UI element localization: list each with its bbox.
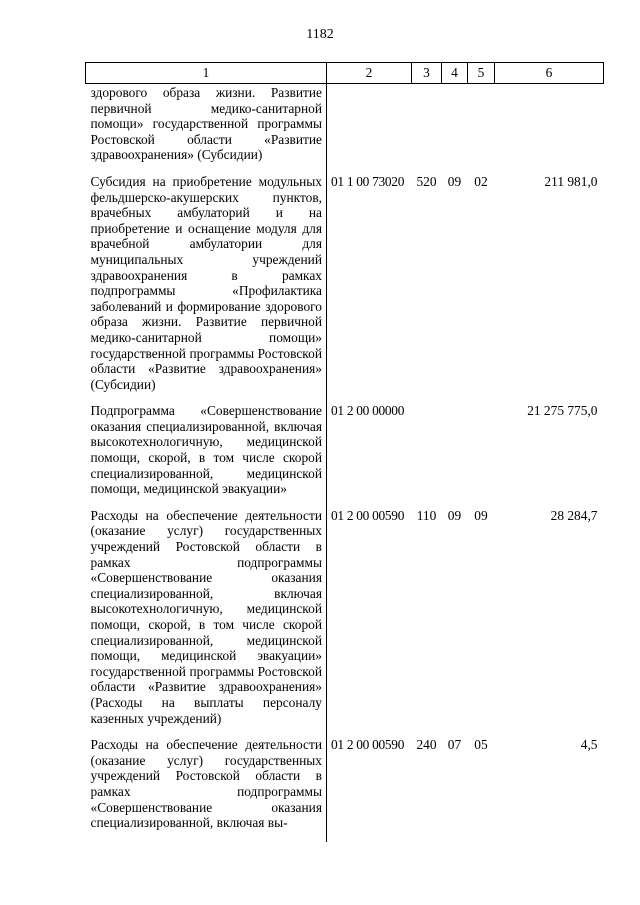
header-col-6: 6	[495, 63, 604, 84]
row-col-3	[412, 403, 442, 508]
row-description: Расходы на обеспечение деятельности (оказание услуг) государственных учреждений Ростовской области в рамках подпрограммы «Совершенствование оказания специализированной, включая высокотехнологичную, медицинской помощи, скорой, в том числе скорой специализированной, медицинской помощи, медицинской эвакуации» государственной программы Ростовской области «Развитие здравоохранения» (Расходы на выплаты персоналу казенных учреждений)	[86, 508, 327, 737]
row-amount: 4,5	[580, 737, 598, 753]
row-col-5: 05	[474, 737, 488, 753]
row-col-3: 240	[416, 737, 437, 753]
row-code: 01 2 00 00590	[331, 737, 405, 753]
row-description: Расходы на обеспечение деятельности (оказание услуг) государственных учреждений Ростовской области в рамках подпрограммы «Совершенствование оказания специализированной, включая вы-	[86, 737, 327, 842]
row-description: здорового образа жизни. Развитие первичной медико-санитарной помощи» государственной программы Ростовской области «Развитие здравоохранения» (Субсидии)	[86, 84, 327, 174]
header-col-2: 2	[327, 63, 412, 84]
row-col-4	[442, 403, 468, 508]
header-col-1: 1	[86, 63, 327, 84]
table-row	[86, 174, 604, 403]
page-number: 1182	[306, 27, 334, 42]
row-description: Подпрограмма «Совершенствование оказания специализированной, включая высокотехнологичную, медицинской помощи, скорой, в том числе скорой специализированной, медицинской помощи, медицинской эвакуации»	[86, 403, 327, 508]
row-col-4: 09	[447, 173, 462, 189]
row-description: Субсидия на приобретение модульных фельдшерско-акушерских пунктов, врачебных амбулаторий и на приобретение и оснащение модуля для врачебной амбулатории для муниципальных учреждений здравоохранения в рамках подпрограммы «Профилактика заболеваний и формирование здорового образа жизни. Развитие первичной медико-санитарной помощи» государственной программы Ростовской области «Развитие здравоохранения» (Субсидии)	[86, 174, 327, 403]
row-col-5	[468, 84, 495, 174]
row-col-3: 520	[416, 173, 437, 189]
row-code: 01 2 00 00590	[331, 507, 405, 523]
table-row	[86, 737, 604, 842]
table-row	[86, 84, 604, 174]
row-col-4	[442, 84, 468, 174]
row-col-4: 09	[447, 507, 462, 523]
row-code: 01 1 00 73020	[331, 173, 405, 189]
row-amount	[495, 84, 604, 174]
row-amount: 211 981,0	[544, 173, 598, 189]
table-row	[86, 403, 604, 508]
table-header-row	[86, 63, 604, 84]
row-col-5	[468, 403, 495, 508]
header-col-4: 4	[442, 63, 468, 84]
row-col-5: 02	[474, 173, 488, 189]
header-col-5: 5	[468, 63, 495, 84]
row-col-4: 07	[447, 737, 462, 753]
row-code: 01 2 00 00000	[331, 403, 405, 419]
row-amount: 21 275 775,0	[527, 403, 598, 419]
header-col-3: 3	[412, 63, 442, 84]
row-col-5: 09	[474, 507, 488, 523]
table-row	[86, 508, 604, 737]
budget-table	[85, 62, 604, 842]
row-col-3: 110	[416, 507, 437, 523]
row-amount: 28 284,7	[550, 507, 598, 523]
row-code	[327, 84, 412, 174]
row-col-3	[412, 84, 442, 174]
